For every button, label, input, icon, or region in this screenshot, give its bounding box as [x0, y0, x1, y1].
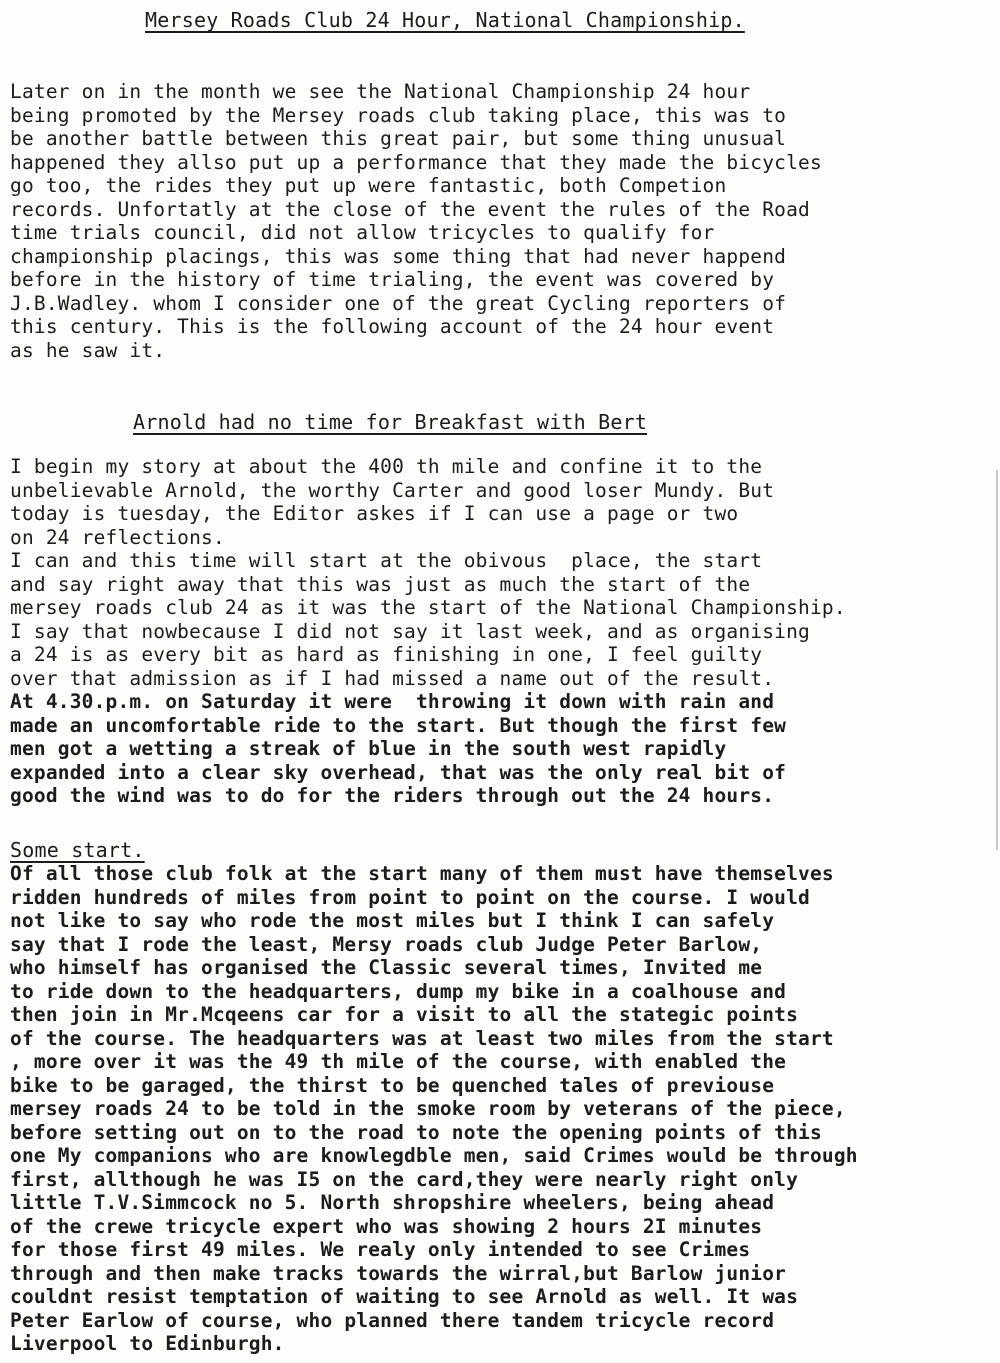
- article-line: At 4.30.p.m. on Saturday it were throwing it down with rain and: [10, 690, 775, 713]
- section-line: not like to say who rode the most miles but I think I can safely: [10, 909, 775, 932]
- document-title: Mersey Roads Club 24 Hour, National Championship.: [145, 8, 745, 32]
- section-line: one My companions who are knowlegdble men, said Crimes would be through: [10, 1144, 858, 1167]
- article-line: made an uncomfortable ride to the start. But though the first few: [10, 713, 787, 737]
- section-line: of the course. The headquarters was at least two miles from the start: [10, 1026, 834, 1050]
- page-edge-mark: [996, 470, 998, 850]
- intro-paragraph: [10, 80, 995, 362]
- section-line: Liverpool to Edinburgh.: [10, 1332, 285, 1355]
- intro-line: as he saw it.: [10, 338, 166, 362]
- article-title: Arnold had no time for Breakfast with Bert: [133, 410, 648, 434]
- intro-line: J.B.Wadley. whom I consider one of the great Cycling reporters of: [10, 291, 787, 315]
- article-line: unbelievable Arnold, the worthy Carter and good loser Mundy. But: [10, 478, 775, 502]
- section-line: who himself has organised the Classic several times, Invited me: [10, 956, 763, 979]
- section-line: , more over it was the 49 th mile of the course, with enabled the: [10, 1050, 787, 1073]
- section-line: first, allthough he was I5 on the card,they were nearly right only: [10, 1167, 799, 1191]
- section-line: then join in Mr.Mcqeens car for a visit to all the stategic points: [10, 1003, 799, 1026]
- section-heading: Some start.: [10, 838, 145, 862]
- intro-line: Later on in the month we see the National Championship 24 hour: [10, 80, 751, 103]
- article-line: good the wind was to do for the riders through out the 24 hours.: [10, 784, 775, 807]
- intro-line: records. Unfortatly at the close of the event the rules of the Road: [10, 197, 810, 221]
- article-line: on 24 reflections.: [10, 525, 225, 549]
- article-line: and say right away that this was just as much the start of the: [10, 572, 751, 596]
- section-line: before setting out on to the road to note the opening points of this: [10, 1120, 822, 1144]
- section-line: couldnt resist temptation of waiting to see Arnold as well. It was: [10, 1285, 799, 1308]
- section-line: through and then make tracks towards the wirral,but Barlow junior: [10, 1261, 787, 1285]
- intro-line: before in the history of time trialing, the event was covered by: [10, 268, 775, 291]
- section-line: say that I rode the least, Mersy roads club Judge Peter Barlow,: [10, 932, 763, 956]
- intro-line: time trials council, did not allow tricycles to qualify for: [10, 221, 715, 244]
- section-line: of the crewe tricycle expert who was showing 2 hours 2I minutes: [10, 1214, 763, 1238]
- article-line: mersey roads club 24 as it was the start of the National Championship.: [10, 596, 846, 619]
- intro-line: happened they allso put up a performance that they made the bicycles: [10, 150, 822, 174]
- section-line: bike to be garaged, the thirst to be quenched tales of previouse: [10, 1073, 775, 1097]
- section-line: to ride down to the headquarters, dump my bike in a coalhouse and: [10, 979, 787, 1003]
- section-line: little T.V.Simmcock no 5. North shropshire wheelers, being ahead: [10, 1191, 775, 1214]
- intro-line: being promoted by the Mersey roads club taking place, this was to: [10, 103, 787, 127]
- intro-line: go too, the rides they put up were fantastic, both Competion: [10, 174, 727, 197]
- intro-line: be another battle between this great pair, but some thing unusual: [10, 127, 787, 150]
- section-line: mersey roads 24 to be told in the smoke room by veterans of the piece,: [10, 1097, 846, 1120]
- section-paragraph: [10, 862, 995, 1356]
- intro-line: championship placings, this was some thing that had never happend: [10, 244, 787, 268]
- article-line: today is tuesday, the Editor askes if I can use a page or two: [10, 502, 739, 525]
- article-line: I can and this time will start at the obivous place, the start: [10, 549, 763, 572]
- article-line: a 24 is as every bit as hard as finishing in one, I feel guilty: [10, 643, 763, 666]
- section-line: Of all those club folk at the start many of them must have themselves: [10, 862, 834, 885]
- section-line: ridden hundreds of miles from point to point on the course. I would: [10, 885, 810, 909]
- intro-line: this century. This is the following account of the 24 hour event: [10, 315, 775, 338]
- article-line: I begin my story at about the 400 th mile and confine it to the: [10, 455, 763, 478]
- article-line: expanded into a clear sky overhead, that was the only real bit of: [10, 760, 787, 784]
- article-line: men got a wetting a streak of blue in the south west rapidly: [10, 737, 727, 760]
- section-line: Peter Earlow of course, who planned there tandem tricycle record: [10, 1308, 775, 1332]
- section-line: for those first 49 miles. We realy only intended to see Crimes: [10, 1238, 751, 1261]
- article-line: I say that nowbecause I did not say it last week, and as organising: [10, 619, 810, 643]
- article-paragraph: [10, 455, 995, 808]
- article-line: over that admission as if I had missed a name out of the result.: [10, 666, 775, 690]
